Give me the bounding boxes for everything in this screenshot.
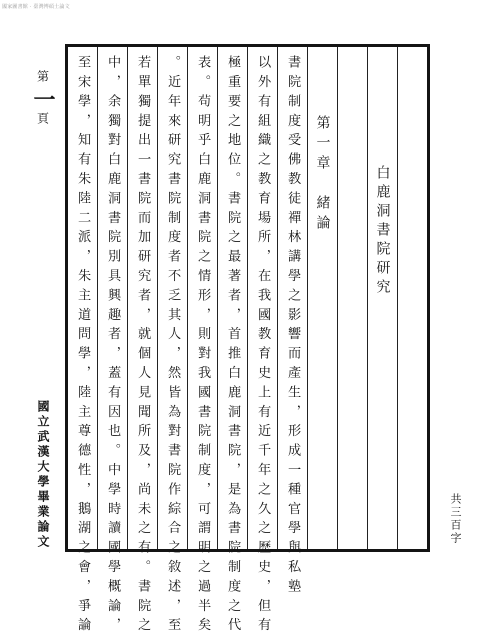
manuscript-column [97,47,127,637]
thesis-title: 白鹿洞書院研究 [374,165,391,298]
manuscript-column [217,47,247,637]
manuscript-column [307,47,337,549]
column-text: 。近年來研究書院制度者不乏其人，然皆為對書院作綜合之敘述，至 [165,55,181,637]
manuscript-column [247,47,277,637]
manuscript-column [397,47,427,549]
manuscript-column [127,47,157,637]
chapter-heading: 第一章 緒論 [314,115,331,235]
column-text: 以外有組織之教育場所，在我國教育史上有近千年之久之歷史，但有 [255,55,271,637]
column-text: 極重要之地位。書院之最著者，首推白鹿洞書院，是為書院制度之代 [225,55,241,637]
manuscript-grid [65,44,430,637]
school-name: 國立武漢大學畢業論文 [36,400,50,550]
left-margin [30,70,56,550]
column-text: 中，余獨對白鹿洞書院別具興趣者，蓋有因也。中學時讀國學概論， [105,55,121,637]
page-label-top: 第 [35,70,50,86]
grid-count-label: 共三百字 [449,493,462,545]
manuscript-column [187,47,217,637]
column-text: 表。茍明乎白鹿洞書院之情形，則對我國書院制度，可謂明之過半矣 [195,55,211,637]
manuscript-column [277,47,307,599]
manuscript-column [337,47,367,549]
watermark: 國家圖書館 · 臺灣博碩士論文 [2,4,70,10]
column-text: 至宋學，知有朱陸二派，朱主道問學，陸主尊德性，鵝湖之會，爭論 [75,55,91,637]
column-text: 書院制度受佛教徒禪林講學之影響而產生，形成一種官學與私塾 [285,55,301,599]
manuscript-column [367,47,397,549]
page-number: 一 [30,88,56,110]
page-label-bottom: 頁 [35,112,50,128]
manuscript-column [157,47,187,637]
manuscript-column [68,47,97,637]
column-text: 若單獨提出一書院而加研究者，就個人見聞所及，尚未之有。書院之 [135,55,151,637]
